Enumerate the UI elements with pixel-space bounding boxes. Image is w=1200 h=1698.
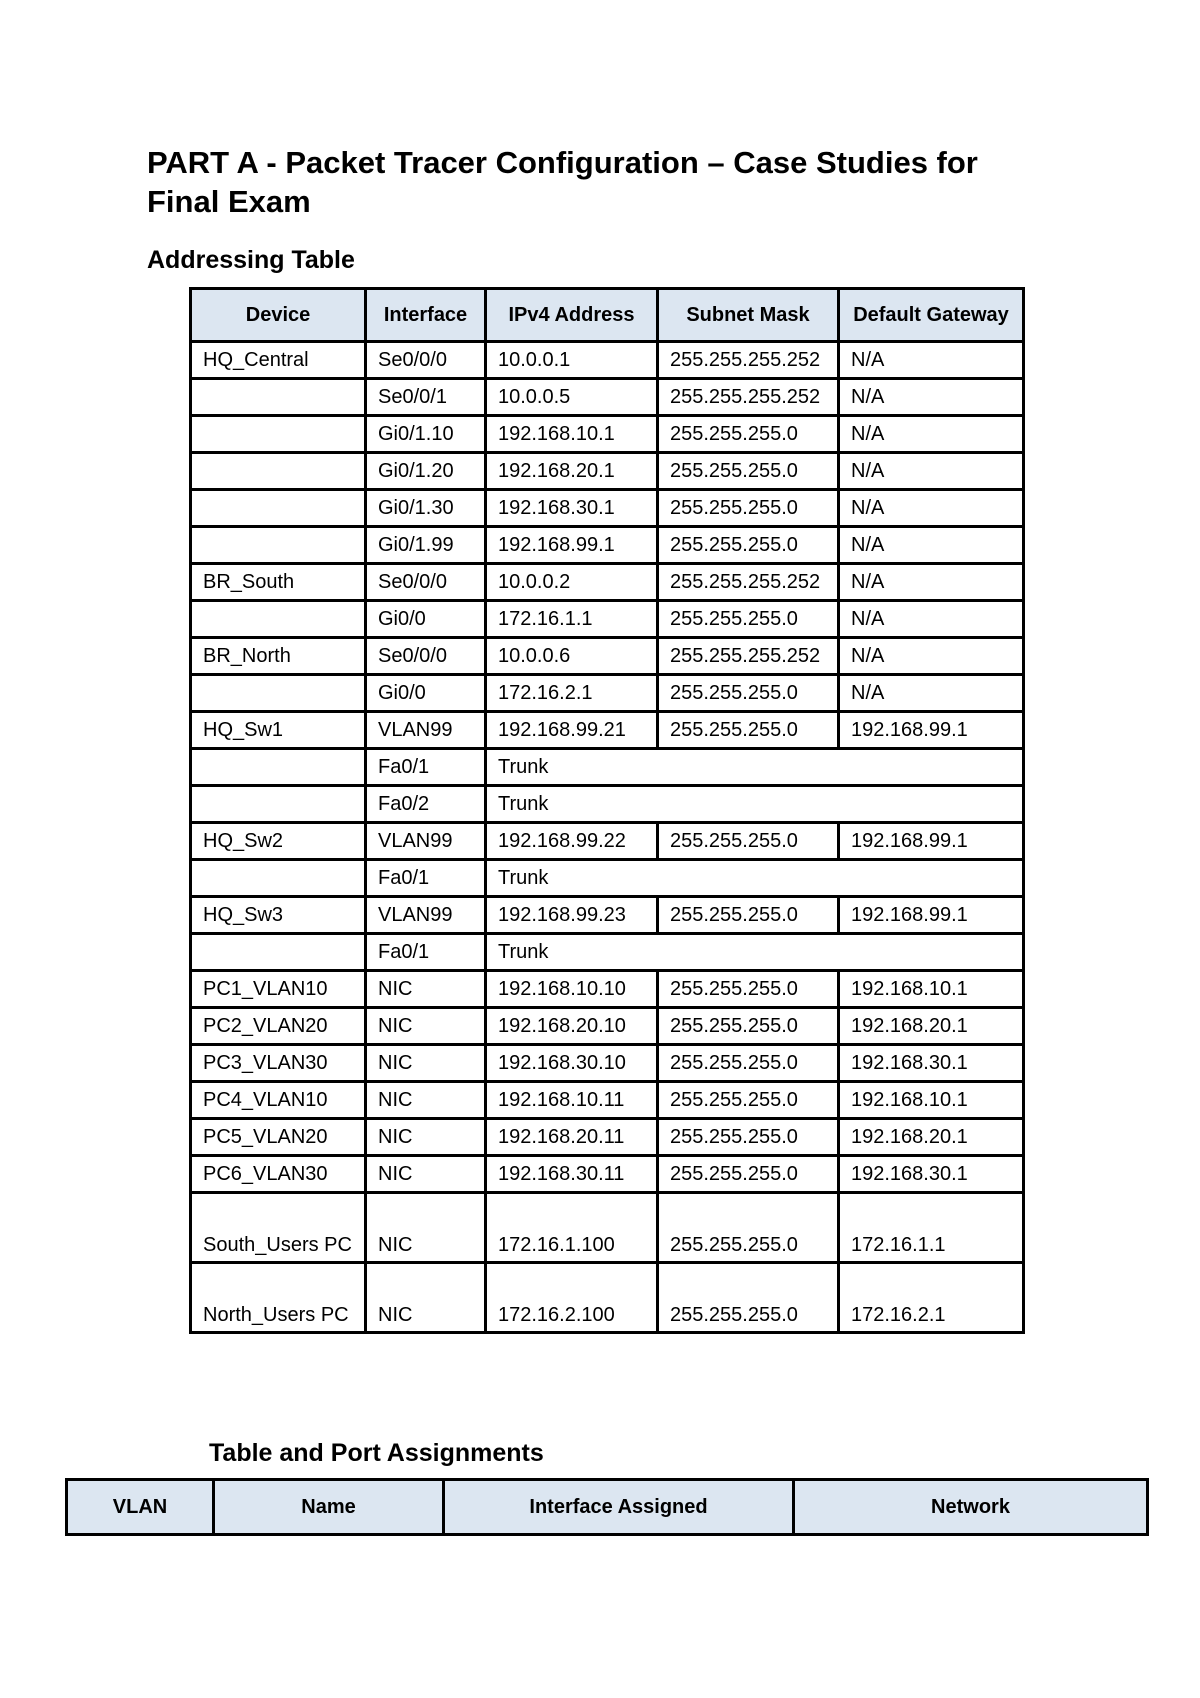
interface-cell: Se0/0/0 <box>366 564 486 601</box>
column-header-device: Device <box>191 289 366 342</box>
subnet-mask-cell: 255.255.255.0 <box>658 416 839 453</box>
interface-cell: VLAN99 <box>366 823 486 860</box>
default-gateway-cell: N/A <box>839 564 1024 601</box>
device-cell <box>191 675 366 712</box>
column-header-ipv4-address: IPv4 Address <box>486 289 658 342</box>
interface-cell: Se0/0/1 <box>366 379 486 416</box>
table-row <box>191 601 1024 638</box>
ipv4-address-cell: 10.0.0.6 <box>486 638 658 675</box>
column-header-vlan: VLAN <box>67 1480 214 1535</box>
device-cell: PC5_VLAN20 <box>191 1119 366 1156</box>
interface-cell: NIC <box>366 1119 486 1156</box>
column-header-interface: Interface <box>366 289 486 342</box>
subnet-mask-cell: 255.255.255.0 <box>658 675 839 712</box>
table-row <box>191 860 1024 897</box>
device-cell: HQ_Sw2 <box>191 823 366 860</box>
default-gateway-cell: N/A <box>839 601 1024 638</box>
ipv4-address-cell: 192.168.99.22 <box>486 823 658 860</box>
subnet-mask-cell: 255.255.255.0 <box>658 490 839 527</box>
table-row <box>191 1119 1024 1156</box>
interface-cell: Se0/0/0 <box>366 342 486 379</box>
ipv4-address-cell: 10.0.0.5 <box>486 379 658 416</box>
ipv4-address-cell: 172.16.2.1 <box>486 675 658 712</box>
default-gateway-cell: 192.168.20.1 <box>839 1119 1024 1156</box>
trunk-cell: Trunk <box>486 749 1024 786</box>
subnet-mask-cell: 255.255.255.0 <box>658 527 839 564</box>
subnet-mask-cell: 255.255.255.0 <box>658 1119 839 1156</box>
interface-cell: Fa0/1 <box>366 749 486 786</box>
column-header-subnet-mask: Subnet Mask <box>658 289 839 342</box>
interface-cell: Fa0/2 <box>366 786 486 823</box>
addressing-table <box>189 287 1025 1334</box>
ipv4-address-cell: 172.16.1.1 <box>486 601 658 638</box>
interface-cell: NIC <box>366 1156 486 1193</box>
device-cell: PC6_VLAN30 <box>191 1156 366 1193</box>
default-gateway-cell: 192.168.20.1 <box>839 1008 1024 1045</box>
device-cell: PC2_VLAN20 <box>191 1008 366 1045</box>
table-row <box>191 1193 1024 1263</box>
ipv4-address-cell: 192.168.99.1 <box>486 527 658 564</box>
default-gateway-cell: 172.16.2.1 <box>839 1263 1024 1333</box>
table-row <box>191 823 1024 860</box>
interface-cell: Gi0/0 <box>366 601 486 638</box>
ipv4-address-cell: 192.168.20.10 <box>486 1008 658 1045</box>
port-assignments-table <box>65 1478 1149 1536</box>
table-row <box>191 564 1024 601</box>
default-gateway-cell: 192.168.30.1 <box>839 1156 1024 1193</box>
device-cell: PC3_VLAN30 <box>191 1045 366 1082</box>
trunk-cell: Trunk <box>486 860 1024 897</box>
subnet-mask-cell: 255.255.255.0 <box>658 823 839 860</box>
table-row <box>191 1263 1024 1333</box>
table-row <box>191 1082 1024 1119</box>
subnet-mask-cell: 255.255.255.0 <box>658 453 839 490</box>
table-row <box>191 971 1024 1008</box>
addressing-table-body <box>191 342 1024 1333</box>
interface-cell: NIC <box>366 971 486 1008</box>
default-gateway-cell: 192.168.99.1 <box>839 823 1024 860</box>
table-row <box>191 527 1024 564</box>
subnet-mask-cell: 255.255.255.0 <box>658 601 839 638</box>
interface-cell: NIC <box>366 1008 486 1045</box>
interface-cell: Gi0/0 <box>366 675 486 712</box>
port-assignments-heading: Table and Port Assignments <box>209 1439 544 1467</box>
interface-cell: Gi0/1.30 <box>366 490 486 527</box>
interface-cell: Se0/0/0 <box>366 638 486 675</box>
device-cell <box>191 601 366 638</box>
default-gateway-cell: 192.168.30.1 <box>839 1045 1024 1082</box>
ipv4-address-cell: 192.168.10.1 <box>486 416 658 453</box>
table-row <box>191 342 1024 379</box>
trunk-cell: Trunk <box>486 786 1024 823</box>
default-gateway-cell: N/A <box>839 379 1024 416</box>
default-gateway-cell: 192.168.99.1 <box>839 712 1024 749</box>
interface-cell: Gi0/1.10 <box>366 416 486 453</box>
ipv4-address-cell: 192.168.10.10 <box>486 971 658 1008</box>
column-header-name: Name <box>214 1480 444 1535</box>
table-row <box>191 379 1024 416</box>
subnet-mask-cell: 255.255.255.0 <box>658 971 839 1008</box>
subnet-mask-cell: 255.255.255.0 <box>658 1008 839 1045</box>
interface-cell: Gi0/1.20 <box>366 453 486 490</box>
table-row <box>191 453 1024 490</box>
table-row <box>191 490 1024 527</box>
device-cell: PC1_VLAN10 <box>191 971 366 1008</box>
interface-cell: NIC <box>366 1082 486 1119</box>
ipv4-address-cell: 172.16.1.100 <box>486 1193 658 1263</box>
subnet-mask-cell: 255.255.255.252 <box>658 342 839 379</box>
default-gateway-cell: N/A <box>839 675 1024 712</box>
ipv4-address-cell: 192.168.30.10 <box>486 1045 658 1082</box>
interface-cell: VLAN99 <box>366 712 486 749</box>
device-cell <box>191 416 366 453</box>
default-gateway-cell: 192.168.10.1 <box>839 1082 1024 1119</box>
default-gateway-cell: N/A <box>839 527 1024 564</box>
device-cell: HQ_Central <box>191 342 366 379</box>
default-gateway-cell: N/A <box>839 638 1024 675</box>
device-cell: HQ_Sw3 <box>191 897 366 934</box>
column-header-network: Network <box>794 1480 1148 1535</box>
ipv4-address-cell: 172.16.2.100 <box>486 1263 658 1333</box>
interface-cell: Fa0/1 <box>366 934 486 971</box>
ipv4-address-cell: 192.168.20.1 <box>486 453 658 490</box>
table-row <box>191 897 1024 934</box>
device-cell: BR_North <box>191 638 366 675</box>
interface-cell: VLAN99 <box>366 897 486 934</box>
default-gateway-cell: 192.168.99.1 <box>839 897 1024 934</box>
subnet-mask-cell: 255.255.255.0 <box>658 1156 839 1193</box>
device-cell <box>191 379 366 416</box>
default-gateway-cell: N/A <box>839 416 1024 453</box>
subnet-mask-cell: 255.255.255.0 <box>658 712 839 749</box>
ipv4-address-cell: 192.168.10.11 <box>486 1082 658 1119</box>
table-row <box>191 934 1024 971</box>
device-cell <box>191 749 366 786</box>
default-gateway-cell: N/A <box>839 342 1024 379</box>
default-gateway-cell: N/A <box>839 453 1024 490</box>
subnet-mask-cell: 255.255.255.0 <box>658 897 839 934</box>
device-cell <box>191 453 366 490</box>
table-row <box>191 416 1024 453</box>
interface-cell: NIC <box>366 1263 486 1333</box>
interface-cell: Gi0/1.99 <box>366 527 486 564</box>
subnet-mask-cell: 255.255.255.0 <box>658 1193 839 1263</box>
ipv4-address-cell: 192.168.99.21 <box>486 712 658 749</box>
interface-cell: Fa0/1 <box>366 860 486 897</box>
table-row <box>191 1008 1024 1045</box>
default-gateway-cell: N/A <box>839 490 1024 527</box>
interface-cell: NIC <box>366 1045 486 1082</box>
subnet-mask-cell: 255.255.255.0 <box>658 1082 839 1119</box>
interface-cell: NIC <box>366 1193 486 1263</box>
device-cell: HQ_Sw1 <box>191 712 366 749</box>
default-gateway-cell: 172.16.1.1 <box>839 1193 1024 1263</box>
table-row <box>191 749 1024 786</box>
column-header-interface-assigned: Interface Assigned <box>444 1480 794 1535</box>
device-cell: North_Users PC <box>191 1263 366 1333</box>
addressing-table-header-row <box>191 289 1024 342</box>
ipv4-address-cell: 192.168.30.1 <box>486 490 658 527</box>
device-cell: PC4_VLAN10 <box>191 1082 366 1119</box>
table-row <box>191 1045 1024 1082</box>
ipv4-address-cell: 10.0.0.2 <box>486 564 658 601</box>
table-row <box>191 712 1024 749</box>
table-row <box>191 786 1024 823</box>
default-gateway-cell: 192.168.10.1 <box>839 971 1024 1008</box>
ipv4-address-cell: 192.168.20.11 <box>486 1119 658 1156</box>
column-header-default-gateway: Default Gateway <box>839 289 1024 342</box>
device-cell: South_Users PC <box>191 1193 366 1263</box>
device-cell <box>191 527 366 564</box>
subnet-mask-cell: 255.255.255.0 <box>658 1263 839 1333</box>
device-cell <box>191 860 366 897</box>
device-cell <box>191 490 366 527</box>
subnet-mask-cell: 255.255.255.252 <box>658 379 839 416</box>
subnet-mask-cell: 255.255.255.0 <box>658 1045 839 1082</box>
table-row <box>191 638 1024 675</box>
device-cell <box>191 934 366 971</box>
trunk-cell: Trunk <box>486 934 1024 971</box>
document-title: PART A - Packet Tracer Configuration – Case Studies for Final Exam <box>147 145 978 219</box>
subnet-mask-cell: 255.255.255.252 <box>658 638 839 675</box>
ipv4-address-cell: 192.168.99.23 <box>486 897 658 934</box>
ipv4-address-cell: 192.168.30.11 <box>486 1156 658 1193</box>
addressing-table-heading: Addressing Table <box>147 246 355 274</box>
table-row <box>191 675 1024 712</box>
ipv4-address-cell: 10.0.0.1 <box>486 342 658 379</box>
subnet-mask-cell: 255.255.255.252 <box>658 564 839 601</box>
port-assignments-header-row <box>67 1480 1148 1535</box>
table-row <box>191 1156 1024 1193</box>
device-cell <box>191 786 366 823</box>
device-cell: BR_South <box>191 564 366 601</box>
